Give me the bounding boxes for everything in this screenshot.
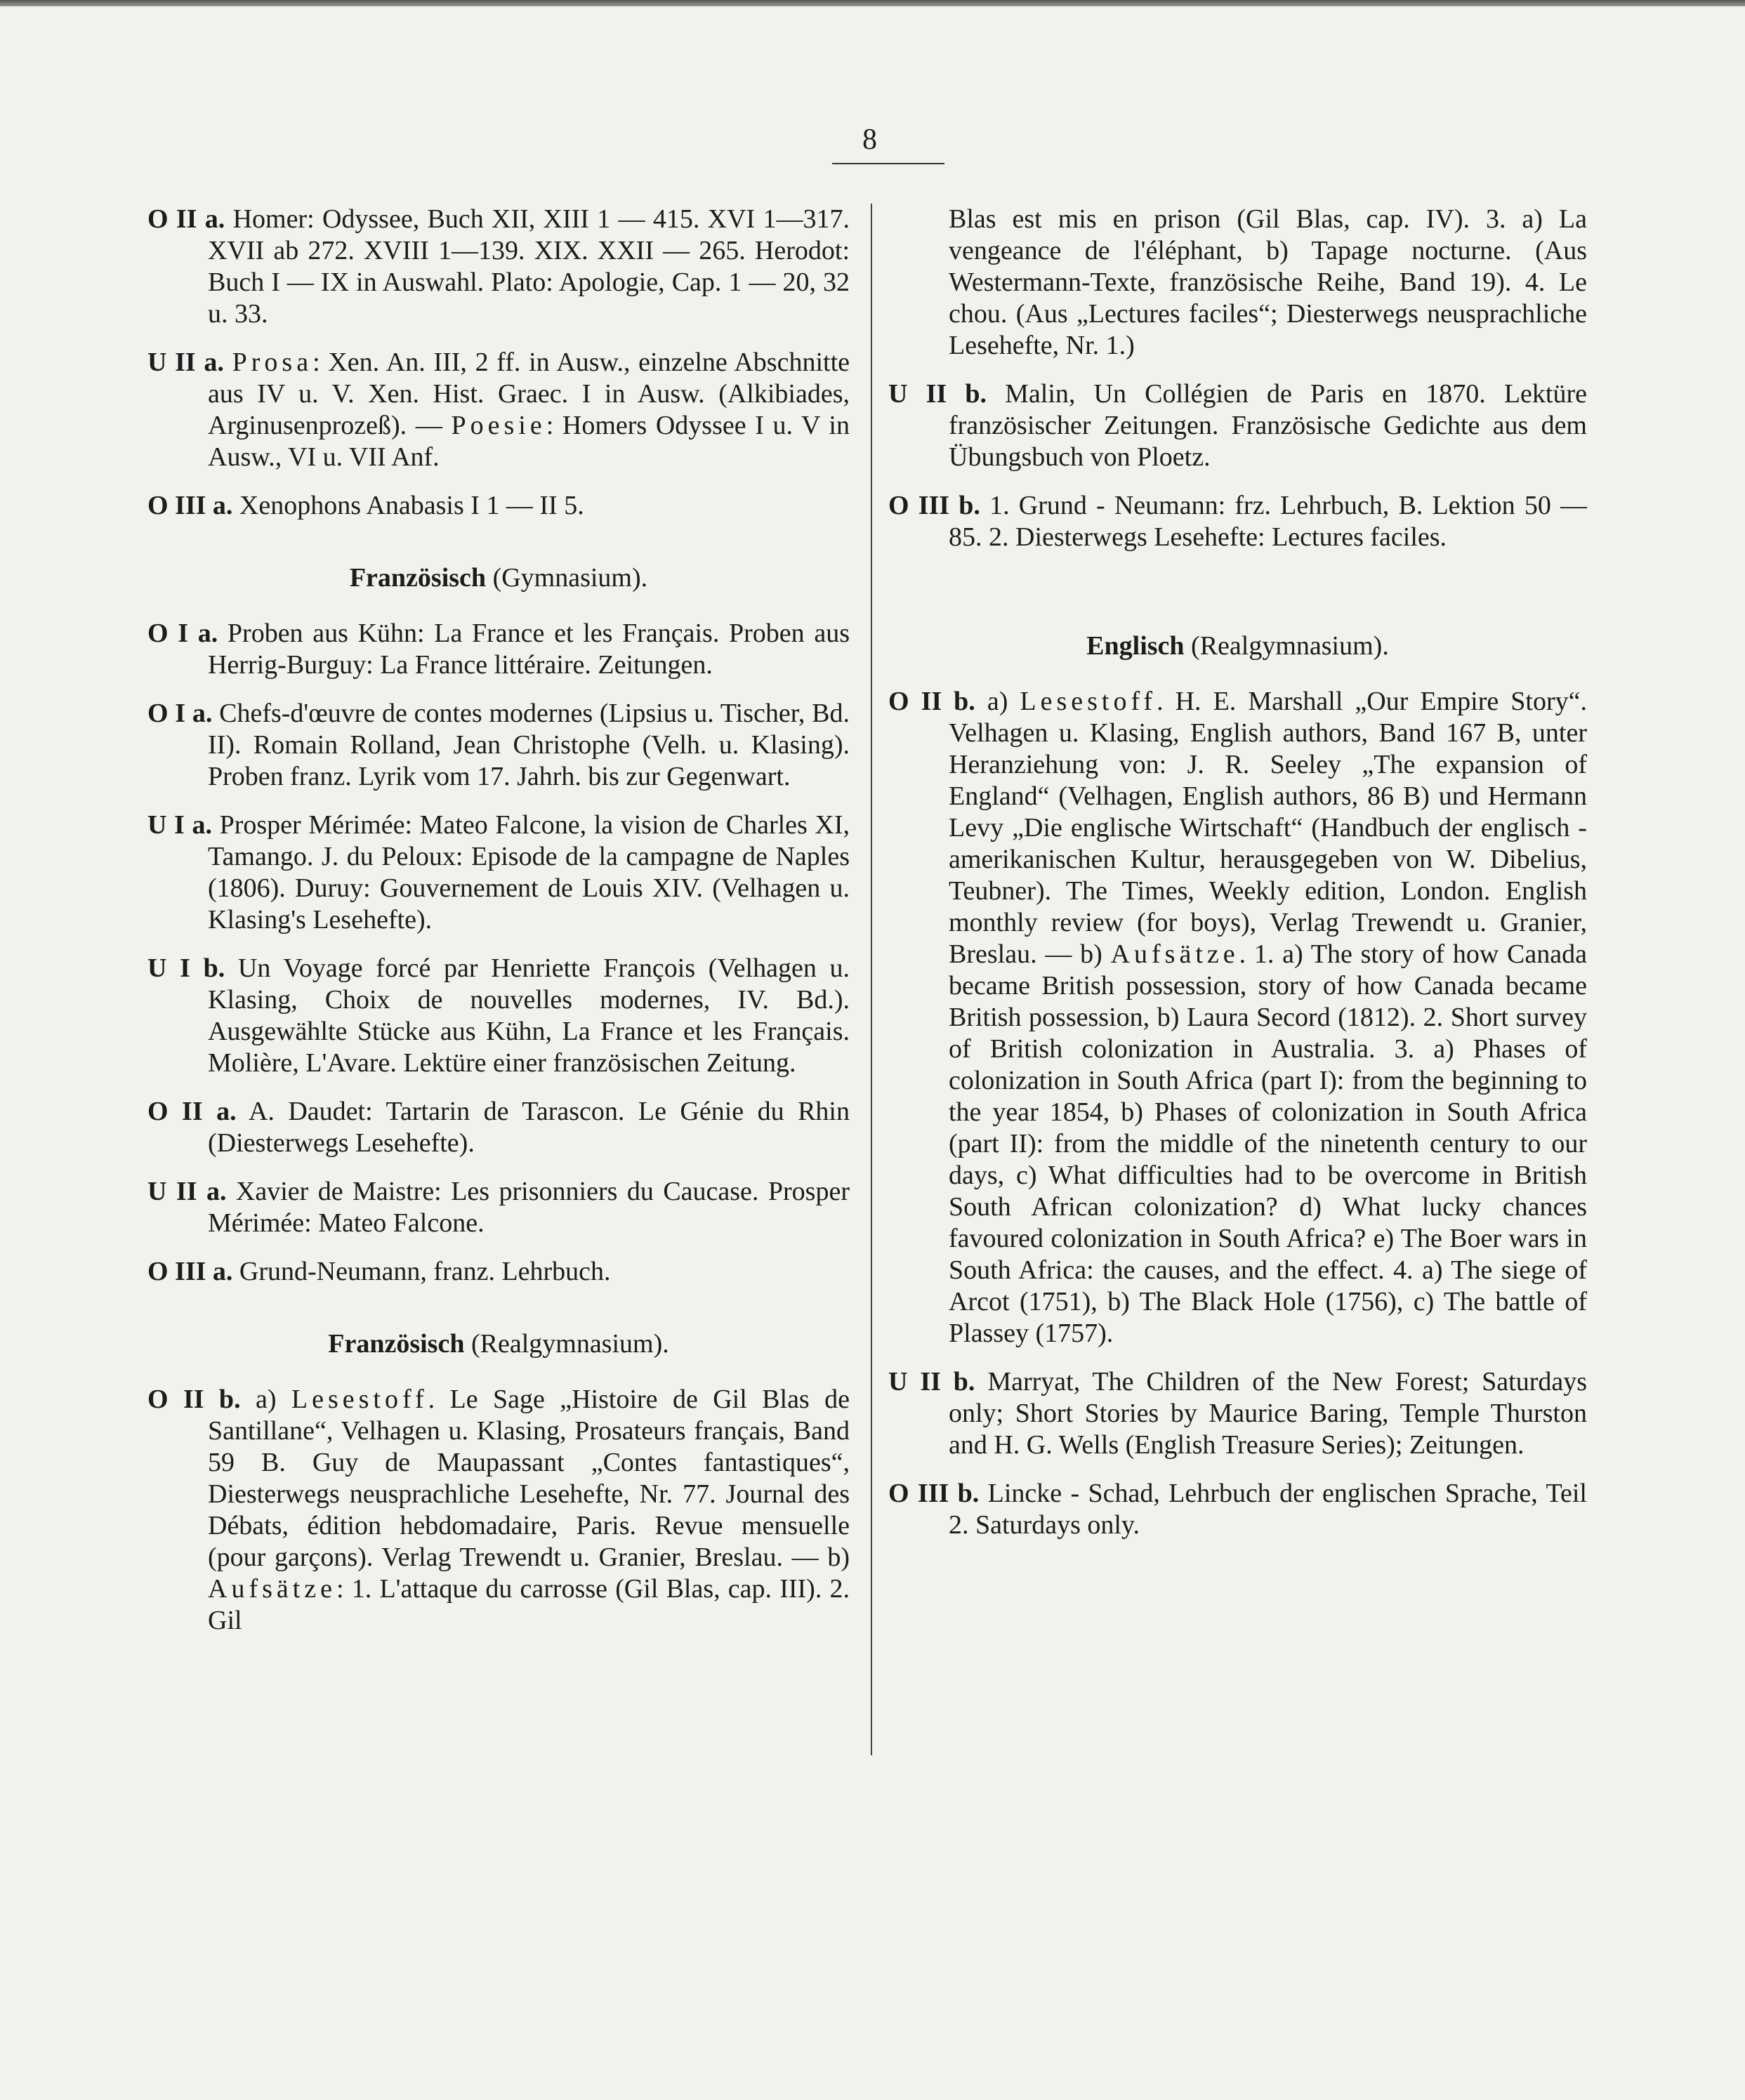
heading-school: (Realgymnasium). <box>1184 631 1389 661</box>
entry-u2b-english <box>888 1366 1587 1461</box>
aufsaetze-label: Aufsätze <box>208 1574 337 1604</box>
column-divider <box>871 204 872 1755</box>
entry-o1a-french-1 <box>147 618 850 681</box>
entry-o3b-english <box>888 1478 1587 1541</box>
class-label: O II b. <box>888 687 975 716</box>
section-heading-franzoesisch-realgymnasium <box>147 1328 850 1360</box>
entry-o2b-english <box>888 686 1587 1349</box>
class-label: U II a. <box>147 1177 227 1206</box>
entry-o1a-french-2 <box>147 698 850 793</box>
entry-text: Proben aus Kühn: La France et les Français. Proben aus Herrig-Burguy: La France littéraire. Zeitungen. <box>208 619 850 680</box>
class-label: U I a. <box>147 810 212 840</box>
entry-u1b-french <box>147 953 850 1079</box>
poesie-text: : Homers Odyssee I u. V in Ausw., VI u. VII Anf. <box>208 411 850 472</box>
entry-text: Malin, Un Collégien de Paris en 1870. Lektüre französischer Zeitungen. Französische Gedichte aus dem Übungsbuch von Ploetz. <box>949 379 1587 472</box>
page-number: 8 <box>862 124 877 156</box>
entry-text-part1: . H. E. Marshall „Our Empire Story“. Velhagen u. Klasing, English authors, Band 167 B, unter Heranziehung von: J. R. Seeley „The expansion of England“ (Velhagen, English authors, 86 B) und Hermann Levy „Die englische Wirtschaft“ (Handbuch der englisch - amerikanischen Kultur, herausgegeben von W. Dibelius, Teubner). The Times, Weekly edition, London. English monthly review (for boys), Verlag Trewendt u. Granier, Breslau. — b) <box>949 687 1587 969</box>
class-label: U I b. <box>147 953 225 983</box>
class-label: O III a. <box>147 1257 233 1286</box>
entry-continuation <box>888 204 1587 362</box>
entry-o2a-greek <box>147 204 850 330</box>
entry-text: Un Voyage forcé par Henriette François (Velhagen u. Klasing, Choix de nouvelles modernes, IV. Bd.). Ausgewählte Stücke aus Kühn, La France et les Français. Molière, L'Avare. Lektüre einer französischen Zeitung. <box>208 953 850 1078</box>
entry-text: Homer: Odyssee, Buch XII, XIII 1 — 415. XVI 1—317. XVII ab 272. XVIII 1—139. XIX. XXII — 265. Herodot: Buch I — IX in Auswahl. Plato: Apologie, Cap. 1 — 20, 32 u. 33. <box>208 204 850 329</box>
entry-u2b-french <box>888 378 1587 473</box>
entry-text: Prosper Mérimée: Mateo Falcone, la vision de Charles XI, Tamango. J. du Peloux: Episode de la campagne de Naples (1806). Duruy: Gouvernement de Louis XIV. (Velhagen u. Klasing's Lesehefte). <box>208 810 850 935</box>
heading-school: (Gymnasium). <box>486 563 648 593</box>
entry-o2a-french <box>147 1096 850 1159</box>
entry-text-part1: . Le Sage „Histoire de Gil Blas de Santillane“, Velhagen u. Klasing, Prosateurs français, Band 59 B. Guy de Maupassant „Contes fantastiques“, Diesterwegs neusprachliche Lesehefte, Nr. 77. Journal des Débats, édition hebdomadaire, Paris. Revue mensuelle (pour garçons). Verlag Trewendt u. Granier, Breslau. — b) <box>208 1385 850 1572</box>
lesestoff-label: Lesestoff <box>291 1385 428 1414</box>
heading-school: (Realgymnasium). <box>464 1329 669 1359</box>
aufsaetze-label: Aufsätze <box>1110 939 1239 969</box>
class-label: O II a. <box>147 1097 237 1126</box>
class-label: O III b. <box>888 1479 980 1508</box>
class-label: U II a. <box>147 348 224 377</box>
entry-text-part2: : 1. L'attaque du carrosse (Gil Blas, cap. III). 2. Gil <box>208 1574 850 1635</box>
entry-text: 1. Grund - Neumann: frz. Lehrbuch, B. Lektion 50 — 85. 2. Diesterwegs Lesehefte: Lectures faciles. <box>949 491 1588 552</box>
entry-text: Chefs-d'œuvre de contes modernes (Lipsius u. Tischer, Bd. II). Romain Rolland, Jean Christophe (Velh. u. Klasing). Proben franz. Lyrik vom 17. Jahrh. bis zur Gegenwart. <box>208 699 850 791</box>
heading-subject: Französisch <box>328 1329 465 1359</box>
class-label: U II b. <box>888 1367 975 1396</box>
entry-text: Grund-Neumann, franz. Lehrbuch. <box>239 1257 611 1286</box>
class-label: O I a. <box>147 699 213 728</box>
class-label: O III b. <box>888 491 980 520</box>
class-label: O III a. <box>147 491 233 520</box>
entry-u1a-french <box>147 810 850 936</box>
entry-text: Lincke - Schad, Lehrbuch der englischen Sprache, Teil 2. Saturdays only. <box>949 1479 1587 1540</box>
lesestoff-label: Lesestoff <box>1020 687 1157 716</box>
prosa-text: : Xen. An. III, 2 ff. in Ausw., einzelne Abschnitte aus IV u. V. Xen. Hist. Graec. I in Ausw. (Alkibiades, Arginusenprozeß). — <box>208 348 850 440</box>
page-number-rule <box>832 163 944 164</box>
poesie-label: Poesie <box>451 411 546 440</box>
entry-o3a-greek <box>147 490 850 522</box>
entry-text: A. Daudet: Tartarin de Tarascon. Le Génie du Rhin (Diesterwegs Lesehefte). <box>208 1097 850 1158</box>
class-label: U II b. <box>888 379 987 409</box>
entry-text: Xenophons Anabasis I 1 — II 5. <box>239 491 584 520</box>
class-label: O I a. <box>147 619 218 648</box>
class-label: O II b. <box>147 1385 241 1414</box>
entry-o2b-french <box>147 1384 850 1637</box>
entry-prefix: a) <box>255 1385 291 1414</box>
class-label: O II a. <box>147 204 225 234</box>
left-column <box>147 204 850 1653</box>
entry-text: Marryat, The Children of the New Forest; Saturdays only; Short Stories by Maurice Baring, Temple Thurston and H. G. Wells (English Treasure Series); Zeitungen. <box>949 1367 1588 1460</box>
top-edge-line <box>0 0 1745 6</box>
heading-subject: Französisch <box>349 563 487 593</box>
entry-o3a-french <box>147 1256 850 1288</box>
entry-u2a-greek <box>147 347 850 473</box>
entry-prefix: a) <box>987 687 1020 716</box>
continuation-text: Blas est mis en prison (Gil Blas, cap. IV). 3. a) La vengeance de l'éléphant, b) Tapage nocturne. (Aus Westermann-Texte, französische Reihe, Band 19). 4. Le chou. (Aus „Lectures faciles“; Diesterwegs neusprachliche Lesehefte, Nr. 1.) <box>949 204 1587 360</box>
entry-text: Xavier de Maistre: Les prisonniers du Caucase. Prosper Mérimée: Mateo Falcone. <box>208 1177 850 1238</box>
section-heading-franzoesisch-gymnasium <box>147 562 850 594</box>
heading-subject: Englisch <box>1086 631 1185 661</box>
prosa-label: Prosa <box>232 348 313 377</box>
entry-u2a-french <box>147 1176 850 1239</box>
entry-o3b-french <box>888 490 1587 553</box>
right-column <box>888 204 1587 1558</box>
section-heading-englisch-realgymnasium <box>888 630 1587 662</box>
entry-text-part2: . 1. a) The story of how Canada became British possession, story of how Canada became British possession, b) Laura Secord (1812). 2. Short survey of British colonization in Australia. 3. a) Phases of colonization in South Africa (part I): from the beginning to the year 1854, b) Phases of colonization in South Africa (part II): from the middle of the ninetenth century to our days, c) What difficulties had to be overcome in British South African colonization? d) What lucky chances favoured colonization in South Africa? e) The Boer wars in South Africa: the causes, and the effect. 4. a) The siege of Arcot (1751), b) The Black Hole (1756), c) The battle of Plassey (1757). <box>949 939 1587 1348</box>
